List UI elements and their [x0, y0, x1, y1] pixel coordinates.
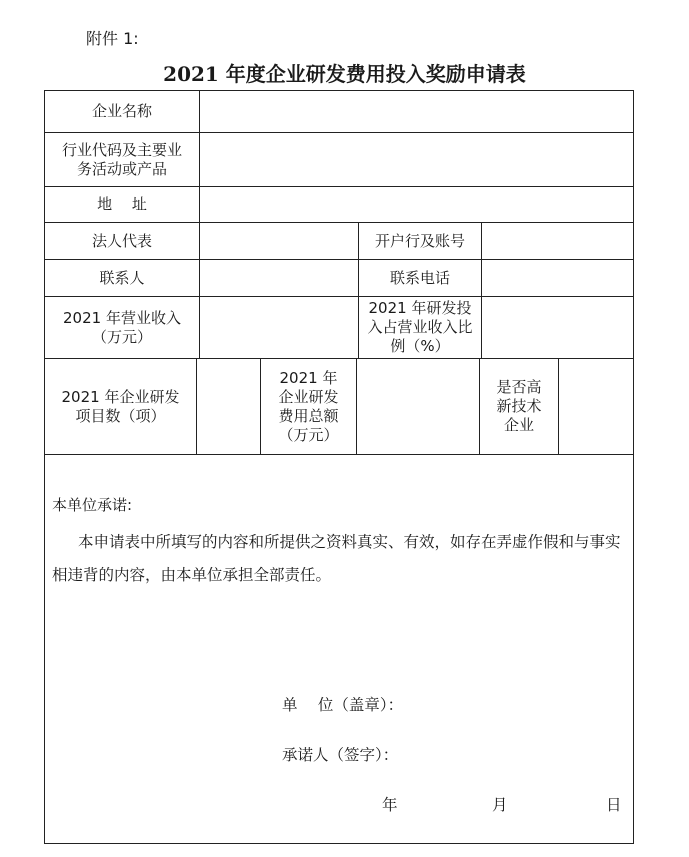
company-name-input[interactable] [200, 91, 632, 132]
legal-rep-input[interactable] [200, 223, 358, 259]
high-tech-label: 是否高新技术企业 [496, 378, 542, 434]
date-year-label: 年 [382, 796, 398, 814]
industry-code-label: 行业代码及主要业务活动或产品 [61, 140, 182, 178]
rd-total-input[interactable] [357, 359, 479, 454]
contact-phone-input[interactable] [482, 260, 632, 296]
high-tech-input[interactable] [559, 359, 632, 454]
pledger-signature-label: 承诺人（签字）： [282, 746, 399, 764]
rd-ratio-input[interactable] [482, 297, 632, 358]
rd-projects-input[interactable] [197, 359, 260, 454]
revenue-input[interactable] [200, 297, 358, 358]
revenue-label: 2021 年营业收入（万元） [63, 308, 181, 346]
date-month-label: 月 [492, 796, 508, 814]
company-name-label: 企业名称 [91, 102, 152, 120]
rd-ratio-label: 2021 年研发投入占营业收入比例（%） [367, 299, 473, 355]
pledge-heading: 本单位承诺: [52, 496, 133, 514]
form-title: 2021 年度企业研发费用投入奖励申请表 [163, 62, 526, 86]
date-day-label: 日 [606, 796, 622, 814]
rd-projects-label: 2021 年企业研发项目数（项） [61, 387, 180, 425]
contact-input[interactable] [200, 260, 358, 296]
bank-account-label: 开户行及账号 [374, 231, 465, 250]
legal-rep-label: 法人代表 [91, 231, 152, 250]
bank-account-input[interactable] [482, 223, 632, 259]
industry-code-input[interactable] [200, 133, 632, 186]
pledge-text: 本申请表中所填写的内容和所提供之资料真实、有效，如存在弄虚作假和与事实相违背的内容，由本单位承担全部责任。 [52, 533, 621, 584]
address-input[interactable] [200, 187, 632, 222]
rd-total-label: 2021 年企业研发费用总额（万元） [278, 368, 339, 444]
unit-seal-label: 单 位（盖章）： [282, 696, 404, 714]
address-label: 地 址 [97, 195, 147, 213]
contact-phone-label: 联系电话 [389, 268, 450, 287]
attachment-label: 附件 1: [86, 29, 139, 48]
contact-label: 联系人 [99, 268, 145, 287]
row-divider [44, 454, 634, 455]
